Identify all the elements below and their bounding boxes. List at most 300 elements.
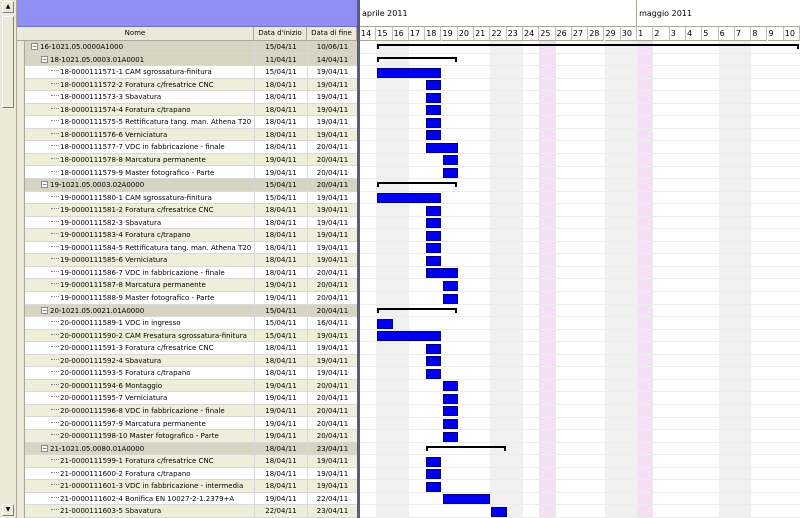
- summary-bar[interactable]: [377, 182, 457, 185]
- task-name-text: 18-0000111575-5 Rettificatura tang. man. Athena T20: [60, 118, 252, 127]
- day-header: 19: [442, 27, 458, 41]
- task-start-date: 18/04/11: [254, 267, 307, 280]
- weekend-column: [605, 41, 621, 518]
- task-start-date: 18/04/11: [254, 204, 307, 217]
- day-header: 7: [735, 27, 751, 41]
- task-start-date: 18/04/11: [254, 242, 307, 255]
- task-end-date: 20/04/11: [307, 305, 357, 318]
- task-bar[interactable]: [443, 155, 458, 165]
- task-group-row[interactable]: [25, 305, 357, 318]
- task-name-cell: [51, 229, 254, 242]
- day-header: 28: [588, 27, 604, 41]
- task-name-text: 19-0000111585-6 Verniciatura: [60, 256, 168, 265]
- task-start-date: 15/04/11: [254, 305, 307, 318]
- task-bar[interactable]: [426, 356, 441, 366]
- task-bar[interactable]: [443, 168, 458, 178]
- tree-connector-line: [51, 95, 59, 96]
- tree-connector-line: [51, 434, 59, 435]
- task-end-date: 23/04/11: [307, 505, 357, 518]
- task-name-text: 20-1021.05.0021.01A0000: [50, 306, 145, 315]
- weekend-column: [719, 41, 735, 518]
- task-end-date: 19/04/11: [307, 468, 357, 481]
- task-name-text: 20-0000111592-4 Sbavatura: [60, 356, 162, 365]
- task-end-date: 20/04/11: [307, 154, 357, 167]
- task-start-date: 18/04/11: [254, 355, 307, 368]
- task-start-date: 19/04/11: [254, 380, 307, 393]
- day-header: 30: [621, 27, 637, 41]
- gantt-row-line: [360, 178, 800, 179]
- gantt-row-line: [360, 78, 800, 79]
- task-row[interactable]: [25, 79, 357, 92]
- task-name-cell: [51, 317, 254, 330]
- task-start-date: 15/04/11: [254, 317, 307, 330]
- task-bar[interactable]: [377, 331, 441, 341]
- task-end-date: 19/04/11: [307, 355, 357, 368]
- task-start-date: 19/04/11: [254, 493, 307, 506]
- task-name-cell: [51, 204, 254, 217]
- task-name-text: 20-0000111593-5 Foratura c/trapano: [60, 369, 191, 378]
- task-name-cell: [51, 342, 254, 355]
- gantt-row-line: [360, 103, 800, 104]
- task-end-date: 20/04/11: [307, 380, 357, 393]
- task-group-row[interactable]: [25, 41, 357, 54]
- task-name-cell: [51, 279, 254, 292]
- task-start-date: 15/04/11: [254, 192, 307, 205]
- task-row[interactable]: [25, 204, 357, 217]
- task-name-text: 20-0000111594-6 Montaggio: [60, 381, 163, 390]
- task-end-date: 19/04/11: [307, 480, 357, 493]
- task-start-date: 18/04/11: [254, 455, 307, 468]
- gantt-row-line: [360, 241, 800, 242]
- task-name-text: 18-0000111573-3 Sbavatura: [60, 93, 162, 102]
- task-bar[interactable]: [443, 406, 458, 416]
- gantt-row-line: [360, 366, 800, 367]
- task-start-date: 19/04/11: [254, 405, 307, 418]
- task-group-row[interactable]: [25, 179, 357, 192]
- task-group-row[interactable]: [25, 443, 357, 456]
- tree-connector-line: [51, 120, 59, 121]
- task-end-date: 20/04/11: [307, 418, 357, 431]
- task-name-text: 21-1021.05.0080.01A0000: [50, 444, 145, 453]
- task-row[interactable]: [25, 104, 357, 117]
- task-row[interactable]: [25, 317, 357, 330]
- task-name-text: 21-0000111599-1 Foratura c/fresatrice CNC: [60, 457, 214, 466]
- task-name-cell: [51, 418, 254, 431]
- tree-connector-line: [51, 422, 59, 423]
- task-name-cell: [51, 380, 254, 393]
- tree-connector-line: [51, 409, 59, 410]
- task-start-date: 18/04/11: [254, 229, 307, 242]
- month-header: [360, 0, 637, 27]
- task-start-date: 19/04/11: [254, 154, 307, 167]
- task-end-date: 19/04/11: [307, 79, 357, 92]
- task-row[interactable]: [25, 267, 357, 280]
- task-bar[interactable]: [426, 344, 441, 354]
- task-bar[interactable]: [377, 68, 441, 78]
- gantt-row-line: [360, 53, 800, 54]
- tree-connector-line: [51, 271, 59, 272]
- day-header: 4: [686, 27, 702, 41]
- task-name-text: 21-0000111601-3 VDC in fabbricazione - intermedia: [60, 482, 244, 491]
- task-row[interactable]: [25, 217, 357, 230]
- task-end-date: 20/04/11: [307, 292, 357, 305]
- day-header: 16: [393, 27, 409, 41]
- task-name-text: 18-1021.05.0003.01A0001: [50, 55, 145, 64]
- task-row[interactable]: [25, 254, 357, 267]
- task-bar[interactable]: [426, 118, 441, 128]
- weekend-column: [735, 41, 751, 518]
- summary-bar[interactable]: [377, 57, 457, 60]
- task-start-date: 19/04/11: [254, 392, 307, 405]
- day-header: 9: [768, 27, 784, 41]
- task-bar[interactable]: [426, 143, 458, 153]
- task-start-date: 15/04/11: [254, 41, 307, 54]
- gantt-row-line: [360, 454, 800, 455]
- task-bar[interactable]: [426, 105, 441, 115]
- task-row[interactable]: [25, 330, 357, 343]
- task-row[interactable]: [25, 292, 357, 305]
- task-name-text: 16-1021.05.0000A1000: [40, 43, 124, 51]
- month-header: [637, 0, 800, 27]
- task-row[interactable]: [25, 355, 357, 368]
- collapse-toggle-icon[interactable]: −: [32, 43, 38, 50]
- task-row[interactable]: [25, 367, 357, 380]
- collapse-toggle-icon[interactable]: −: [42, 55, 48, 63]
- task-name-text: 18-0000111577-7 VDC in fabbricazione - finale: [60, 143, 225, 152]
- summary-bar[interactable]: [426, 446, 506, 449]
- gantt-chart: [360, 0, 800, 518]
- task-end-date: 19/04/11: [307, 204, 357, 217]
- task-bar[interactable]: [443, 381, 458, 391]
- task-name-cell: [51, 405, 254, 418]
- grid-column-header: [17, 27, 357, 41]
- task-end-date: 19/04/11: [307, 217, 357, 230]
- task-row[interactable]: [25, 154, 357, 167]
- task-bar[interactable]: [426, 206, 441, 216]
- task-name-text: 19-0000111582-3 Sbavatura: [60, 218, 162, 227]
- task-row[interactable]: [25, 480, 357, 493]
- gantt-row-line: [360, 191, 800, 192]
- tree-connector-line: [51, 171, 59, 172]
- task-bar[interactable]: [426, 218, 441, 228]
- task-name-cell: [51, 468, 254, 481]
- task-row[interactable]: [25, 493, 357, 506]
- task-name-text: 18-0000111579-9 Master fotografico - Parte: [60, 168, 215, 177]
- task-bar[interactable]: [426, 457, 441, 467]
- task-grid: [17, 0, 357, 518]
- task-start-date: 19/04/11: [254, 279, 307, 292]
- tree-connector-line: [51, 472, 59, 473]
- task-bar[interactable]: [377, 193, 441, 203]
- task-start-date: 18/04/11: [254, 116, 307, 129]
- task-name-cell: [51, 217, 254, 230]
- gantt-row-line: [360, 354, 800, 355]
- collapse-toggle-icon[interactable]: −: [42, 181, 48, 189]
- day-header: 14: [360, 27, 376, 41]
- day-header: 2: [653, 27, 669, 41]
- tree-connector-line: [51, 221, 59, 222]
- tree-connector-line: [51, 158, 59, 159]
- task-end-date: 20/04/11: [307, 179, 357, 192]
- task-name-cell: [51, 392, 254, 405]
- tree-connector-line: [51, 497, 59, 498]
- day-header: 10: [784, 27, 800, 41]
- task-end-date: 19/04/11: [307, 66, 357, 79]
- task-end-date: 20/04/11: [307, 267, 357, 280]
- task-bar[interactable]: [426, 256, 441, 266]
- task-name-cell: [51, 292, 254, 305]
- column-header-end[interactable]: Data di fine: [307, 27, 357, 41]
- task-bar[interactable]: [426, 130, 441, 140]
- task-row[interactable]: [25, 242, 357, 255]
- scroll-down-arrow-icon[interactable]: ▼: [2, 504, 14, 516]
- day-header: 8: [751, 27, 767, 41]
- task-group-row[interactable]: [25, 54, 357, 67]
- scrollbar-thumb[interactable]: [2, 16, 14, 108]
- task-start-date: 18/04/11: [254, 443, 307, 456]
- tree-connector-line: [51, 70, 59, 71]
- task-row[interactable]: [25, 192, 357, 205]
- task-name-cell: [51, 254, 254, 267]
- task-end-date: 19/04/11: [307, 367, 357, 380]
- day-header: 27: [572, 27, 588, 41]
- task-end-date: 19/04/11: [307, 91, 357, 104]
- task-end-date: 20/04/11: [307, 392, 357, 405]
- gantt-row-line: [360, 304, 800, 305]
- task-name-cell: [41, 54, 254, 67]
- task-name-text: 19-0000111581-2 Foratura c/fresatrice CNC: [60, 206, 214, 215]
- task-row[interactable]: [25, 342, 357, 355]
- task-bar[interactable]: [491, 507, 506, 517]
- task-row[interactable]: [25, 455, 357, 468]
- task-end-date: 19/04/11: [307, 242, 357, 255]
- task-start-date: 18/04/11: [254, 141, 307, 154]
- collapse-toggle-icon[interactable]: −: [42, 306, 48, 314]
- task-row[interactable]: [25, 129, 357, 142]
- column-header-name[interactable]: Nome: [17, 27, 254, 41]
- task-name-cell: [51, 91, 254, 104]
- weekend-column: [393, 41, 409, 518]
- task-start-date: 18/04/11: [254, 91, 307, 104]
- gantt-row-line: [360, 467, 800, 468]
- task-start-date: 18/04/11: [254, 254, 307, 267]
- day-header: 18: [425, 27, 441, 41]
- day-header: 29: [605, 27, 621, 41]
- gantt-row-line: [360, 253, 800, 254]
- day-header: 1: [637, 27, 653, 41]
- day-header: 3: [670, 27, 686, 41]
- task-bar[interactable]: [426, 369, 441, 379]
- tree-connector-line: [51, 509, 59, 510]
- task-end-date: 20/04/11: [307, 141, 357, 154]
- gantt-row-line: [360, 504, 800, 505]
- task-name-text: 21-0000111602-4 Bonifica EN 10027-2-1.2379+A: [60, 494, 235, 503]
- task-name-text: 19-0000111586-7 VDC in fabbricazione - finale: [60, 268, 225, 277]
- task-bar[interactable]: [426, 80, 441, 90]
- tree-connector-line: [51, 321, 59, 322]
- task-name-cell: [51, 355, 254, 368]
- task-row[interactable]: [25, 167, 357, 180]
- month-label: aprile 2011: [362, 9, 408, 18]
- task-bar[interactable]: [426, 482, 441, 492]
- task-row[interactable]: [25, 418, 357, 431]
- gantt-row-line: [360, 153, 800, 154]
- vertical-scrollbar[interactable]: [0, 0, 17, 518]
- gantt-row-line: [360, 316, 800, 317]
- task-start-date: 18/04/11: [254, 367, 307, 380]
- tree-connector-line: [51, 371, 59, 372]
- task-name-cell: [51, 104, 254, 117]
- task-end-date: 19/04/11: [307, 104, 357, 117]
- task-name-cell: [41, 179, 254, 192]
- task-name-cell: [51, 167, 254, 180]
- task-name-text: 20-0000111589-1 VDC in ingresso: [60, 319, 181, 328]
- task-row[interactable]: [25, 116, 357, 129]
- task-bar[interactable]: [426, 469, 441, 479]
- task-row[interactable]: [25, 430, 357, 443]
- gantt-row-line: [360, 216, 800, 217]
- holiday-column: [637, 41, 653, 518]
- day-header: 21: [474, 27, 490, 41]
- row-selector-bar[interactable]: [17, 41, 25, 518]
- task-name-text: 20-0000111596-8 VDC in fabbricazione - finale: [60, 406, 225, 415]
- task-name-text: 18-0000111578-8 Marcatura permanente: [60, 155, 206, 164]
- task-row[interactable]: [25, 468, 357, 481]
- holiday-column: [539, 41, 555, 518]
- day-header: 20: [458, 27, 474, 41]
- task-start-date: 22/04/11: [254, 505, 307, 518]
- summary-bar[interactable]: [377, 44, 799, 47]
- task-bar[interactable]: [377, 319, 392, 329]
- weekend-column: [507, 41, 523, 518]
- task-bar[interactable]: [443, 432, 458, 442]
- weekend-column: [376, 41, 392, 518]
- tree-connector-line: [51, 208, 59, 209]
- task-row[interactable]: [25, 229, 357, 242]
- tree-connector-line: [51, 246, 59, 247]
- column-header-start[interactable]: Data d'inizio: [254, 27, 307, 41]
- task-row[interactable]: [25, 141, 357, 154]
- tree-connector-line: [51, 484, 59, 485]
- task-bar[interactable]: [426, 268, 458, 278]
- task-bar[interactable]: [443, 281, 458, 291]
- task-bar[interactable]: [426, 231, 441, 241]
- task-name-text: 21-0000111603-5 Sbavatura: [60, 507, 162, 516]
- task-name-cell: [51, 66, 254, 79]
- grid-header-band: [17, 0, 357, 27]
- task-end-date: 14/04/11: [307, 54, 357, 67]
- tree-connector-line: [51, 83, 59, 84]
- task-row[interactable]: [25, 380, 357, 393]
- gantt-row-line: [360, 442, 800, 443]
- task-name-text: 18-0000111574-4 Foratura c/trapano: [60, 105, 191, 114]
- tree-connector-line: [51, 233, 59, 234]
- tree-connector-line: [51, 334, 59, 335]
- task-bar[interactable]: [426, 243, 441, 253]
- day-header: 6: [719, 27, 735, 41]
- gantt-row-line: [360, 492, 800, 493]
- task-name-cell: [51, 79, 254, 92]
- tree-connector-line: [51, 459, 59, 460]
- gantt-row-line: [360, 140, 800, 141]
- day-header: 15: [376, 27, 392, 41]
- task-name-cell: [51, 129, 254, 142]
- task-name-cell: [51, 154, 254, 167]
- task-row[interactable]: [25, 405, 357, 418]
- day-header: 17: [409, 27, 425, 41]
- task-end-date: 19/04/11: [307, 254, 357, 267]
- gantt-row-line: [360, 115, 800, 116]
- tree-connector-line: [51, 196, 59, 197]
- task-name-cell: [51, 455, 254, 468]
- task-start-date: 19/04/11: [254, 167, 307, 180]
- task-end-date: 19/04/11: [307, 342, 357, 355]
- task-name-cell: [51, 330, 254, 343]
- task-start-date: 19/04/11: [254, 430, 307, 443]
- task-end-date: 20/04/11: [307, 167, 357, 180]
- task-name-cell: [51, 505, 254, 518]
- day-header: 5: [702, 27, 718, 41]
- task-bar[interactable]: [443, 394, 458, 404]
- task-bar[interactable]: [443, 419, 458, 429]
- task-name-text: 21-0000111600-2 Foratura c/trapano: [60, 469, 191, 478]
- gantt-row-line: [360, 291, 800, 292]
- collapse-toggle-icon[interactable]: −: [42, 444, 48, 452]
- task-row[interactable]: [25, 279, 357, 292]
- day-header: 26: [556, 27, 572, 41]
- task-name-text: 18-0000111572-2 Foratura c/fresatrice CNC: [60, 80, 214, 89]
- task-name-text: 18-0000111571-1 CAM sgrossatura-finitura: [60, 68, 212, 77]
- task-end-date: 20/04/11: [307, 279, 357, 292]
- task-start-date: 18/04/11: [254, 480, 307, 493]
- task-start-date: 18/04/11: [254, 104, 307, 117]
- task-start-date: 15/04/11: [254, 66, 307, 79]
- gantt-row-line: [360, 166, 800, 167]
- task-end-date: 22/04/11: [307, 493, 357, 506]
- summary-bar[interactable]: [377, 308, 457, 311]
- task-row[interactable]: [25, 392, 357, 405]
- task-bar[interactable]: [443, 294, 458, 304]
- tree-connector-line: [51, 133, 59, 134]
- gantt-row-line: [360, 379, 800, 380]
- task-name-cell: [51, 367, 254, 380]
- task-name-cell: [41, 305, 254, 318]
- task-name-cell: [41, 443, 254, 456]
- gantt-row-line: [360, 128, 800, 129]
- tree-connector-line: [51, 296, 59, 297]
- task-name-cell: [51, 242, 254, 255]
- task-name-cell: [51, 267, 254, 280]
- task-name-text: 19-1021.05.0003.02A0000: [50, 181, 145, 190]
- task-end-date: 19/04/11: [307, 192, 357, 205]
- task-bar[interactable]: [443, 494, 491, 504]
- task-bar[interactable]: [426, 93, 441, 103]
- task-row[interactable]: [25, 91, 357, 104]
- tree-connector-line: [51, 258, 59, 259]
- gantt-row-line: [360, 65, 800, 66]
- task-start-date: 15/04/11: [254, 179, 307, 192]
- task-row[interactable]: [25, 505, 357, 518]
- task-row[interactable]: [25, 66, 357, 79]
- task-start-date: 18/04/11: [254, 79, 307, 92]
- day-header: 24: [523, 27, 539, 41]
- task-start-date: 19/04/11: [254, 418, 307, 431]
- task-name-text: 19-0000111584-5 Rettificatura tang. man. Athena T20: [60, 243, 252, 252]
- tree-connector-line: [51, 108, 59, 109]
- task-end-date: 20/04/11: [307, 430, 357, 443]
- task-start-date: 18/04/11: [254, 342, 307, 355]
- scroll-up-arrow-icon[interactable]: ▲: [2, 1, 14, 13]
